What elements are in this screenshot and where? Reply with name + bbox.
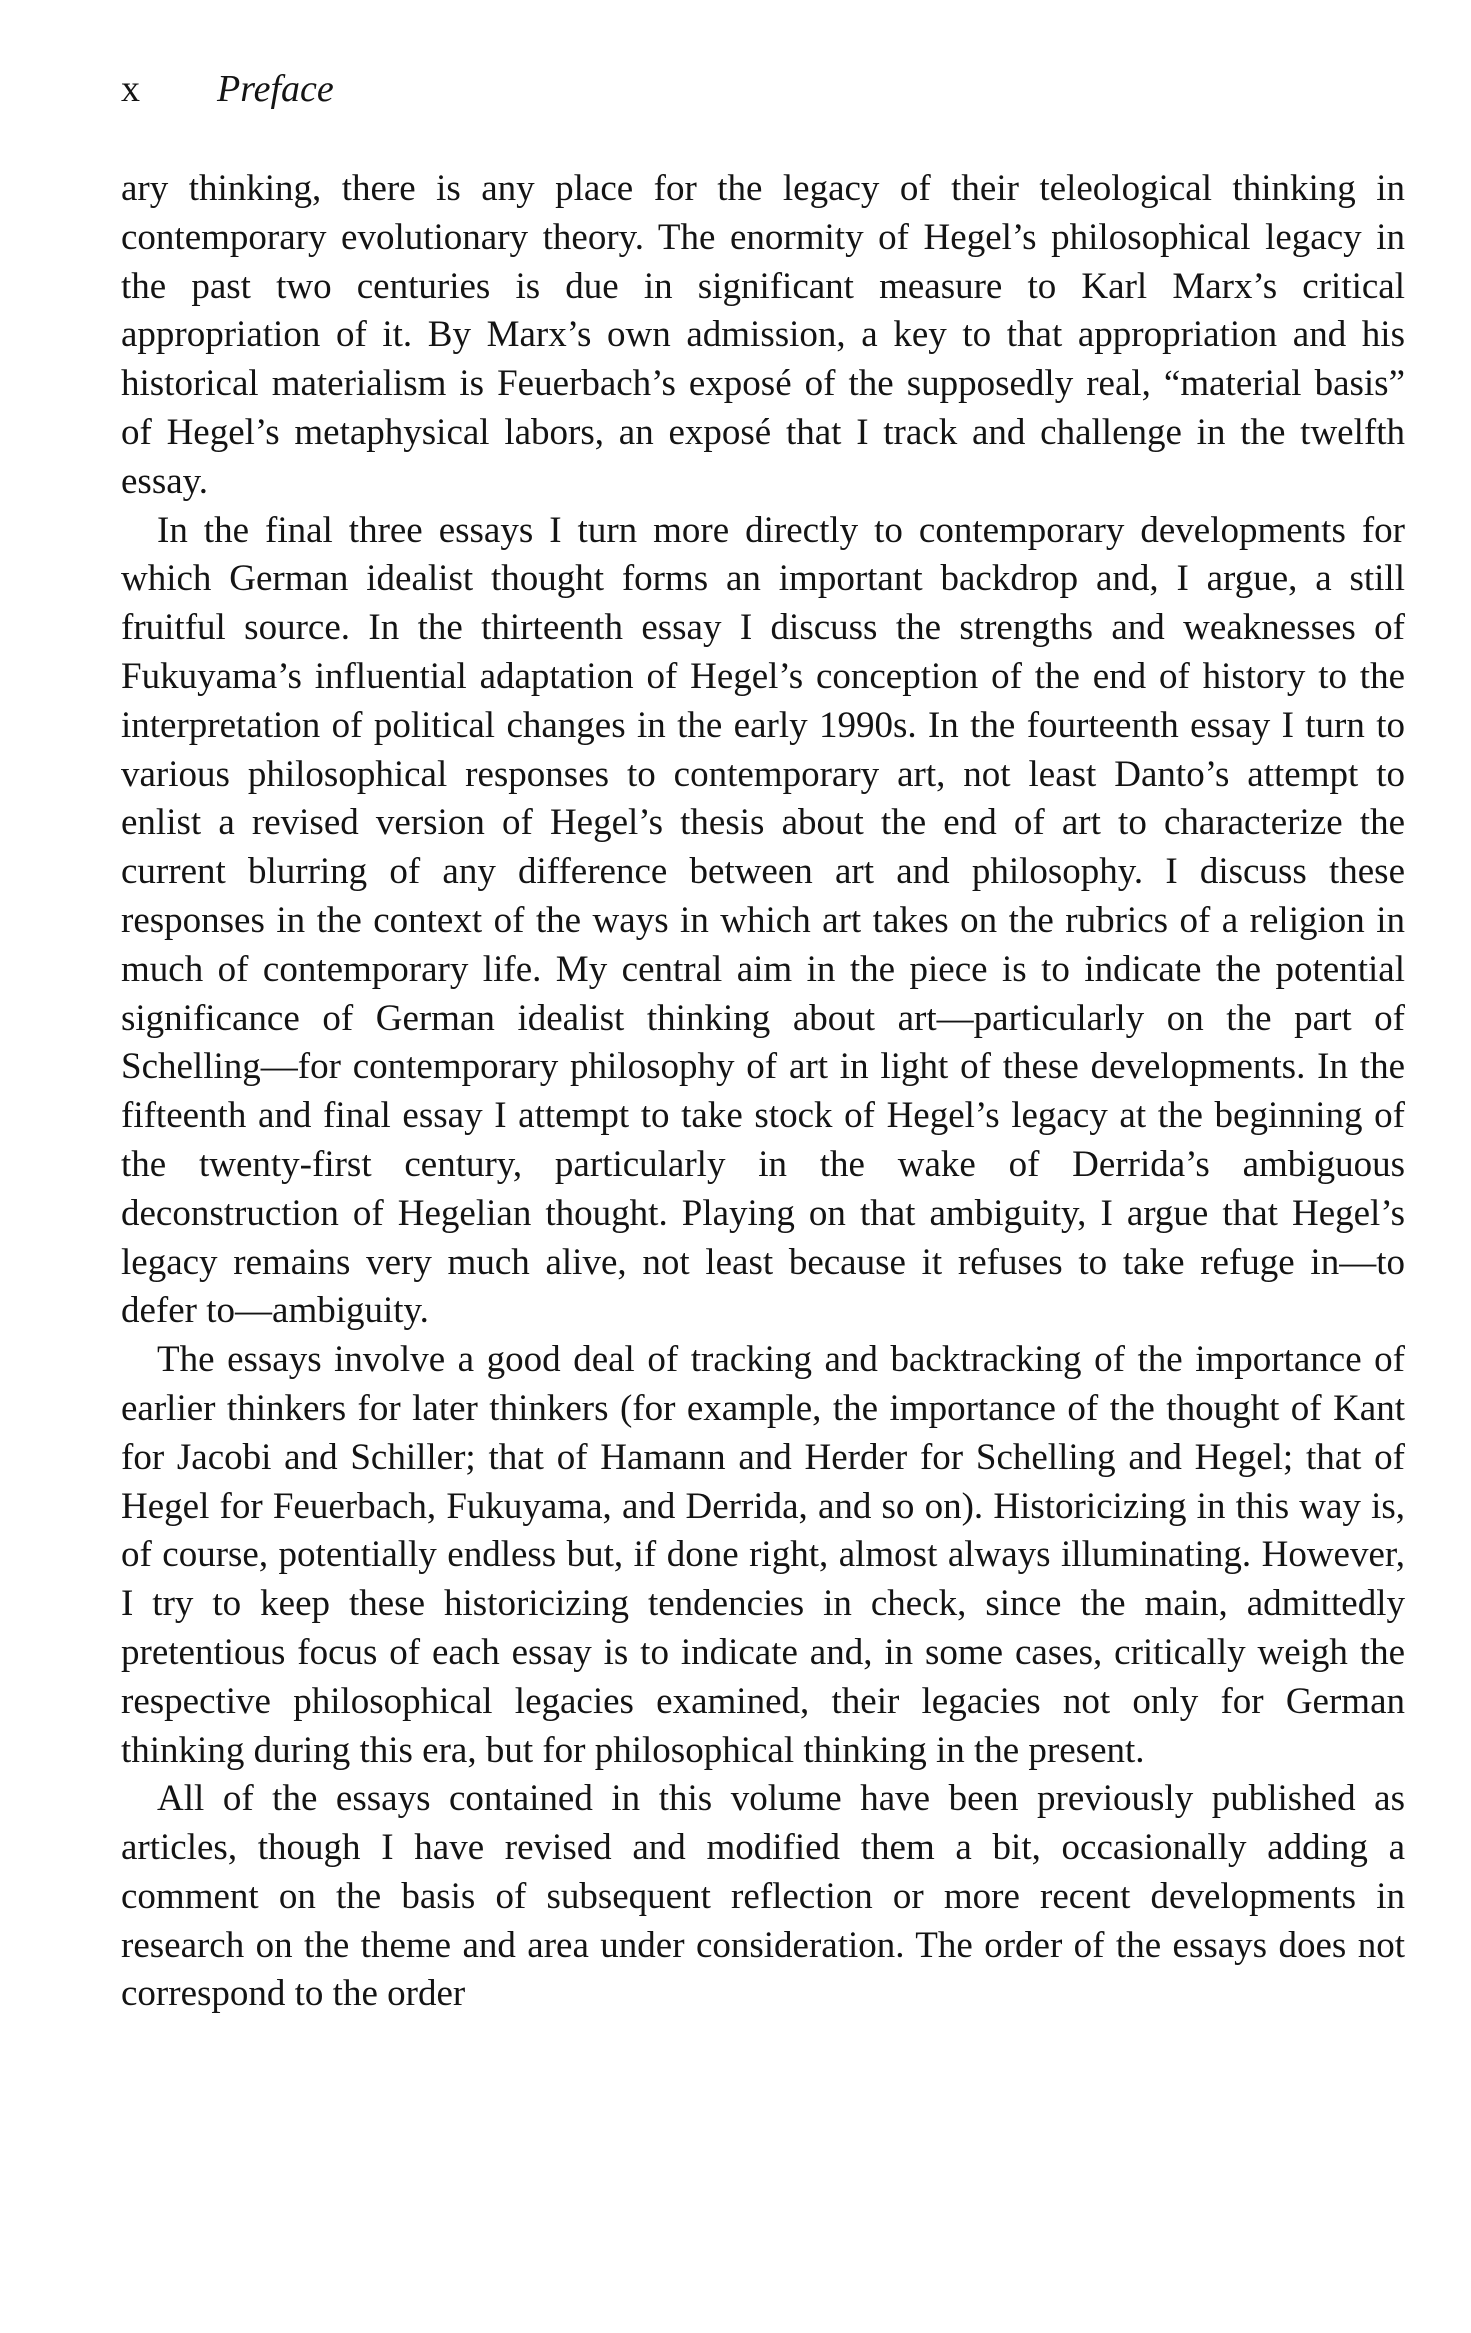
running-title: Preface <box>217 68 334 110</box>
page-number: x <box>121 68 140 110</box>
paragraph-2: In the final three essays I turn more directly to contemporary developments for which German idealist thought forms an important backdrop and, I argue, a still fruitful source. In the thirteenth essay I discuss the strengths and weaknesses of Fukuyama’s influential adaptation of Hegel’s conception of the end of history to the interpretation of political changes in the early 1990s. In the fourteenth essay I turn to various philosophical responses to contemporary art, not least Danto’s attempt to enlist a revised version of Hegel’s thesis about the end of art to characterize the current blurring of any difference between art and philosophy. I discuss these responses in the context of the ways in which art takes on the rubrics of a religion in much of contemporary life. My central aim in the piece is to indicate the potential significance of German idealist thinking about art—particularly on the part of Schelling—for contemporary philosophy of art in light of these developments. In the fifteenth and final essay I attempt to take stock of Hegel’s legacy at the beginning of the twenty-first century, particularly in the wake of Derrida’s ambiguous deconstruction of Hegelian thought. Playing on that ambiguity, I argue that Hegel’s legacy remains very much alive, not least because it refuses to take refuge in—to defer to—ambiguity. <box>121 509 1405 1332</box>
paragraph-1: ary thinking, there is any place for the legacy of their teleological thinking in contemporary evolutionary theory. The enormity of Hegel’s philosophical legacy in the past two centuries is due in significant measure to Karl Marx’s critical appropriation of it. By Marx’s own admission, a key to that appropriation and his historical materialism is Feuerbach’s exposé of the supposedly real, “material basis” of Hegel’s metaphysical labors, an exposé that I track and challenge in the twelfth essay. <box>121 168 1405 502</box>
body-text <box>121 165 1405 2019</box>
running-head <box>121 66 334 112</box>
paragraph-4: All of the essays contained in this volume have been previously published as articles, though I have revised and modified them a bit, occasionally adding a comment on the basis of subsequent reflection or more recent developments in research on the theme and area under consideration. The order of the essays does not correspond to the order <box>121 1778 1405 2015</box>
paragraph-3: The essays involve a good deal of tracking and backtracking of the importance of earlier thinkers for later thinkers (for example, the importance of the thought of Kant for Jacobi and Schiller; that of Hamann and Herder for Schelling and Hegel; that of Hegel for Feuerbach, Fukuyama, and Derrida, and so on). Historicizing in this way is, of course, potentially endless but, if done right, almost always illuminating. However, I try to keep these historicizing tendencies in check, since the main, admittedly pretentious focus of each essay is to indicate and, in some cases, critically weigh the respective philosophical legacies examined, their legacies not only for German thinking during this era, but for philosophical thinking in the present. <box>121 1339 1405 1771</box>
